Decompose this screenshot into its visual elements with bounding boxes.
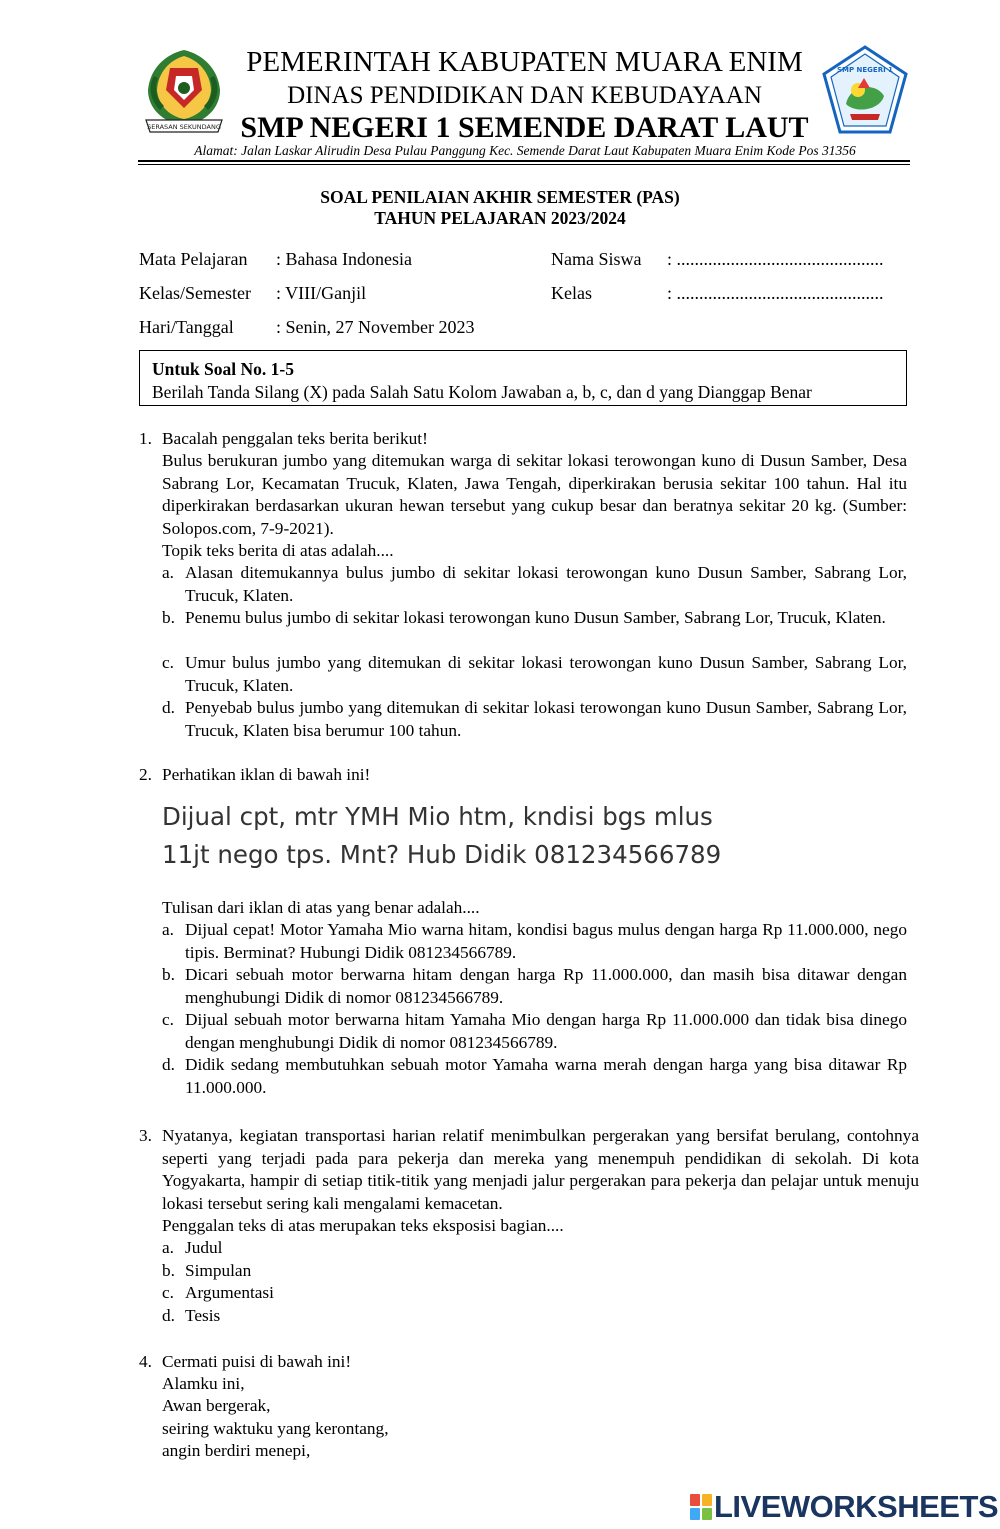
q1-prompt: Bacalah penggalan teks berita berikut! [162,429,428,448]
q1-option-a-letter[interactable]: a. [162,563,174,582]
school-address: Alamat: Jalan Laskar Alirudin Desa Pulau Panggung Kec. Semende Darat Laut Kabupaten Muara Enim Kode Pos 31356 [194,143,856,158]
class-semester-label: Kelas/Semester [139,283,251,303]
date-label: Hari/Tanggal [139,317,234,337]
q2-option-c[interactable]: Dijual sebuah motor berwarna hitam Yamaha Mio dengan harga Rp 11.000.000 dan tidak bisa dinego dengan menghubungi Didik di nomor 081234566789. [185,1010,907,1052]
subject-value: : Bahasa Indonesia [276,249,412,269]
q3-option-d-letter[interactable]: d. [162,1306,175,1325]
q1-option-a[interactable]: Alasan ditemukannya bulus jumbo di sekitar lokasi terowongan kuno Dusun Samber, Sabrang Lor, Trucuk, Klaten. [185,563,907,605]
advertisement-line-1: Dijual cpt, mtr YMH Mio htm, kndisi bgs mlus [162,802,713,831]
q3-passage: Nyatanya, kegiatan transportasi harian relatif menimbulkan pergerakan yang bersifat berulang, contohnya seperti yang terjadi pada para pekerja dan mereka yang menempuh pendidikan di sekolah. Di kota Yogyakarta, hampir di setiap titik-titik yang menjadi jalur pergerakan para pekerja dan pelajar untuk menuju lokasi tersebut sering kali mengalami kemacetan. [162,1126,919,1213]
q4-prompt: Cermati puisi di bawah ini! [162,1352,352,1371]
liveworksheets-watermark [690,1489,998,1525]
poem-line: angin berdiri menepi, [162,1441,311,1460]
instruction-title: Untuk Soal No. 1-5 [152,359,294,379]
q2-prompt: Perhatikan iklan di bawah ini! [162,765,371,784]
q3-option-d[interactable]: Tesis [185,1306,221,1325]
q1-passage: Bulus berukuran jumbo yang ditemukan warga di sekitar lokasi terowongan kuno di Dusun Samber, Desa Sabrang Lor, Kecamatan Trucuk, Klaten, Jawa Tengah, diperkirakan berusia sekitar 100 tahun. Hal itu diperkirakan berdasarkan ukuran hewan tersebut yang cukup besar dan beratnya sekitar 20 kg. (Sumber: Solopos.com, 7-9-2021). [162,451,907,538]
emblem-ribbon-text: SERASAN SEKUNDANG [147,123,221,131]
q2-option-b[interactable]: Dicari sebuah motor berwarna hitam dengan harga Rp 11.000.000, dan masih bisa ditawar dengan menghubungi Didik di nomor 081234566789. [185,965,907,1007]
q3-option-a[interactable]: Judul [185,1238,223,1257]
q1-question: Topik teks berita di atas adalah.... [162,541,394,560]
q2-option-c-letter[interactable]: c. [162,1010,174,1029]
liveworksheets-text: LIVEWORKSHEETS [714,1489,999,1524]
q1-option-b-letter[interactable]: b. [162,608,175,627]
q2-option-a[interactable]: Dijual cepat! Motor Yamaha Mio warna hitam, kondisi bagus mulus dengan harga Rp 11.000.000, nego tipis. Berminat? Hubungi Didik 081234566789. [185,920,907,962]
advertisement-line-2: 11jt nego tps. Mnt? Hub Didik 081234566789 [162,840,722,869]
school-logo-text: SMP NEGERI 1 [836,66,894,74]
q1-option-c-letter[interactable]: c. [162,653,174,672]
kabupaten-emblem-logo [140,46,228,138]
q1-option-d-letter[interactable]: d. [162,698,175,717]
poem-line: seiring waktuku yang kerontang, [162,1419,389,1438]
header-divider-thick [138,160,910,162]
header-government: PEMERINTAH KABUPATEN MUARA ENIM [246,46,803,78]
q4-number: 4. [139,1352,152,1371]
q1-option-c[interactable]: Umur bulus jumbo yang ditemukan di sekitar lokasi terowongan kuno Dusun Samber, Sabrang Lor, Trucuk, Klaten. [185,653,907,695]
q2-option-d-letter[interactable]: d. [162,1055,175,1074]
date-value: : Senin, 27 November 2023 [276,317,475,337]
q3-option-c-letter[interactable]: c. [162,1283,174,1302]
instruction-box [139,350,907,406]
subject-label: Mata Pelajaran [139,249,248,269]
school-logo [820,44,910,136]
q2-question: Tulisan dari iklan di atas yang benar adalah.... [162,898,480,917]
q1-number: 1. [139,429,152,448]
q3-option-c[interactable]: Argumentasi [185,1283,274,1302]
q3-option-b[interactable]: Simpulan [185,1261,252,1280]
student-class-field[interactable]: : .............................................. [667,283,884,303]
student-name-field[interactable]: : .............................................. [667,249,884,269]
q3-option-a-letter[interactable]: a. [162,1238,174,1257]
q3-number: 3. [139,1126,152,1145]
header-school-name: SMP NEGERI 1 SEMENDE DARAT LAUT [240,111,809,144]
header-divider-thin [138,164,910,165]
q3-option-b-letter[interactable]: b. [162,1261,175,1280]
poem-line: Alamku ini, [162,1374,245,1393]
student-class-label: Kelas [551,283,592,303]
q2-option-b-letter[interactable]: b. [162,965,175,984]
q1-option-b[interactable]: Penemu bulus jumbo di sekitar lokasi terowongan kuno Dusun Samber, Sabrang Lor, Trucuk, Klaten. [185,608,886,627]
student-name-label: Nama Siswa [551,249,642,269]
poem-line: Awan bergerak, [162,1396,271,1415]
q2-number: 2. [139,765,152,784]
instruction-text: Berilah Tanda Silang (X) pada Salah Satu Kolom Jawaban a, b, c, dan d yang Dianggap Benar [152,382,812,402]
liveworksheets-logo-icon [690,1494,712,1520]
header-department: DINAS PENDIDIKAN DAN KEBUDAYAAN [287,82,762,109]
q2-option-d[interactable]: Didik sedang membutuhkan sebuah motor Yamaha warna merah dengan harga yang bisa ditawar Rp 11.000.000. [185,1055,907,1097]
exam-title: SOAL PENILAIAN AKHIR SEMESTER (PAS) [320,187,680,207]
q3-question: Penggalan teks di atas merupakan teks eksposisi bagian.... [162,1216,564,1235]
exam-year: TAHUN PELAJARAN 2023/2024 [374,208,626,228]
q1-option-d[interactable]: Penyebab bulus jumbo yang ditemukan di sekitar lokasi terowongan kuno Dusun Samber, Sabrang Lor, Trucuk, Klaten bisa berumur 100 tahun. [185,698,907,740]
q2-option-a-letter[interactable]: a. [162,920,174,939]
class-semester-value: : VIII/Ganjil [276,283,367,303]
